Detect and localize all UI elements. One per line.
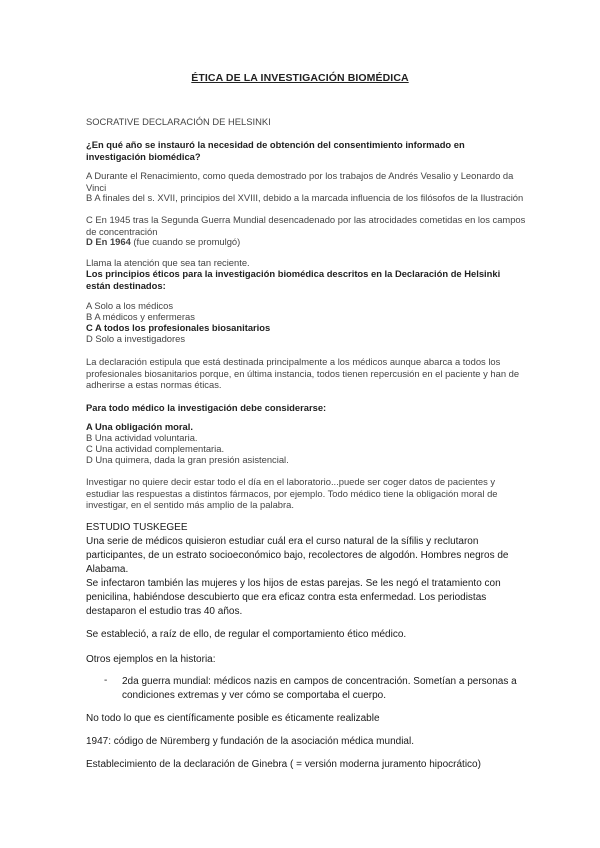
q3-option-c: C Una actividad complementaria. <box>86 443 225 454</box>
q2-option-c: C A todos los profesionales biosanitarios <box>86 322 271 333</box>
q1-option-a: A Durante el Renacimiento, como queda demostrado por los trabajos de Andrés Vesalio y Leonardo da Vinci <box>86 170 514 193</box>
note-recent: Llama la atención que sea tan reciente. <box>86 257 250 268</box>
question-1: ¿En qué año se instauró la necesidad de obtención del consentimiento informado en investigación biomédica? <box>86 139 465 162</box>
q2-option-a: A Solo a los médicos <box>86 300 174 311</box>
q3-explanation: Investigar no quiere decir estar todo el día en el laboratorio...puede ser coger datos de pacientes y estudiar las respuestas a distintos fármacos, por ejemplo. Todo médico tiene la obligación moral de investigar, en el sentido más amplio de la palabra. <box>86 476 498 511</box>
geneva-paragraph: Establecimiento de la declaración de Ginebra ( = versión moderna juramento hipocrático) <box>86 759 481 770</box>
section-heading-tuskegee: ESTUDIO TUSKEGEE <box>86 522 188 533</box>
tuskegee-paragraph-2: Se infectaron también las mujeres y los hijos de estas parejas. Se les negó el tratamiento con penicilina, habiéndose descubierto que era eficaz contra esta enfermedad. Los periodistas destaparon el estudio tras 40 años. <box>86 578 501 618</box>
q3-option-b: B Una actividad voluntaria. <box>86 432 198 443</box>
q2-option-b: B A médicos y enfermeras <box>86 311 195 322</box>
q1-option-c: C En 1945 tras la Segunda Guerra Mundial desencadenado por las atrocidades cometidas en los campos de concentración <box>86 214 526 237</box>
list-item-ww2: 2da guerra mundial: médicos nazis en campos de concentración. Sometían a personas a condiciones extremas y ver cómo se comportaba el cuerpo. <box>122 676 517 702</box>
q2-option-d: D Solo a investigadores <box>86 333 186 344</box>
tuskegee-paragraph-1: Una serie de médicos quisieron estudiar cuál era el curso natural de la sífilis y reclutaron participantes, de un estrato socioeconómico bajo, recolectores de algodón. Hombres negros de Alabama. <box>86 536 509 576</box>
document-title: ÉTICA DE LA INVESTIGACIÓN BIOMÉDICA <box>191 72 409 84</box>
regulation-paragraph: Se estableció, a raíz de ello, de regular el comportamiento ético médico. <box>86 629 407 640</box>
question-2: Los principios éticos para la investigación biomédica descritos en la Declaración de Helsinki están destinados: <box>86 268 501 291</box>
principle-statement: No todo lo que es científicamente posible es éticamente realizable <box>86 713 380 724</box>
q1-option-d <box>86 236 526 248</box>
list-bullet: - <box>104 675 108 686</box>
q3-option-a: A Una obligación moral. <box>86 421 193 432</box>
question-3: Para todo médico la investigación debe considerarse: <box>86 402 327 413</box>
q2-explanation: La declaración estipula que está destinada principalmente a los médicos aunque abarca a todos los profesionales biosanitarios porque, en última instancia, todos tienen repercusión en el paciente y han de adherirse a estas normas éticas. <box>86 356 520 391</box>
section-heading-helsinki: SOCRATIVE DECLARACIÓN DE HELSINKI <box>86 116 271 127</box>
q1-option-d-answer: D En 1964 <box>86 236 131 247</box>
q3-option-d: D Una quimera, dada la gran presión asistencial. <box>86 454 289 465</box>
nuremberg-paragraph: 1947: código de Nüremberg y fundación de la asociación médica mundial. <box>86 736 414 747</box>
q1-option-d-note: (fue cuando se promulgó) <box>130 236 241 247</box>
q1-option-b: B A finales del s. XVII, principios del XVIII, debido a la marcada influencia de los filósofos de la Ilustración <box>86 192 524 203</box>
history-intro: Otros ejemplos en la historia: <box>86 654 216 665</box>
